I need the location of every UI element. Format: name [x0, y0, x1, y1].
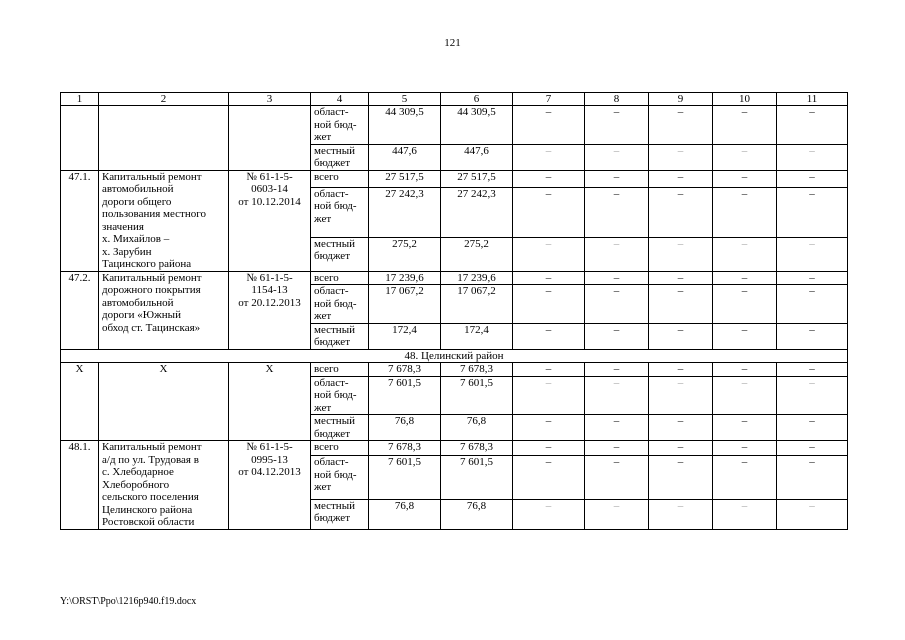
empty-value-dash: – [713, 323, 777, 349]
empty-value-dash: – [585, 323, 649, 349]
empty-value-dash: – [513, 170, 585, 187]
amount-col6: 447,6 [441, 144, 513, 170]
empty-value-dash: – [513, 323, 585, 349]
amount-col6: 7 678,3 [441, 441, 513, 456]
funding-source: местный бюджет [311, 237, 369, 271]
empty-value-dash: – [513, 144, 585, 170]
empty-value-dash: – [777, 456, 848, 500]
amount-col5: 275,2 [369, 237, 441, 271]
column-header: 6 [441, 93, 513, 106]
amount-col6: 17 067,2 [441, 285, 513, 324]
amount-col6: 17 239,6 [441, 271, 513, 285]
amount-col6: 172,4 [441, 323, 513, 349]
empty-value-dash: – [649, 499, 713, 529]
empty-value-dash: – [777, 144, 848, 170]
empty-value-dash: – [777, 237, 848, 271]
item-number: Х [61, 363, 99, 441]
empty-value-dash: – [713, 441, 777, 456]
empty-value-dash: – [513, 441, 585, 456]
empty-value-dash: – [513, 237, 585, 271]
empty-value-dash: – [513, 499, 585, 529]
empty-value-dash: – [513, 106, 585, 145]
empty-value-dash: – [649, 441, 713, 456]
funding-source: местный бюджет [311, 415, 369, 441]
empty-value-dash: – [585, 456, 649, 500]
object-name: Капитальный ремонт а/д по ул. Трудовая в с. Хлебодарное Хлеборобного сельского поселения Целинского района Ростовской области [99, 441, 229, 530]
funding-source: всего [311, 363, 369, 377]
header-row [61, 93, 848, 106]
empty-value-dash: – [777, 170, 848, 187]
item-number: 47.1. [61, 170, 99, 271]
amount-col5: 76,8 [369, 415, 441, 441]
column-header: 11 [777, 93, 848, 106]
funding-source: всего [311, 271, 369, 285]
amount-col5: 76,8 [369, 499, 441, 529]
document-reference [229, 106, 311, 171]
empty-value-dash: – [649, 170, 713, 187]
empty-value-dash: – [585, 285, 649, 324]
object-name: Капитальный ремонт дорожного покрытия автомобильной дороги «Южный обход ст. Тацинская» [99, 271, 229, 349]
empty-value-dash: – [713, 499, 777, 529]
amount-col6: 44 309,5 [441, 106, 513, 145]
empty-value-dash: – [513, 285, 585, 324]
empty-value-dash: – [513, 376, 585, 415]
document-reference: № 61-1-5- 1154-13 от 20.12.2013 [229, 271, 311, 349]
item-number [61, 106, 99, 171]
amount-col5: 17 239,6 [369, 271, 441, 285]
document-reference: № 61-1-5- 0995-13 от 04.12.2013 [229, 441, 311, 530]
empty-value-dash: – [513, 415, 585, 441]
empty-value-dash: – [649, 285, 713, 324]
empty-value-dash: – [585, 441, 649, 456]
empty-value-dash: – [777, 415, 848, 441]
empty-value-dash: – [585, 271, 649, 285]
funding-source: област- ной бюд- жет [311, 106, 369, 145]
empty-value-dash: – [713, 144, 777, 170]
empty-value-dash: – [713, 363, 777, 377]
amount-col5: 7 678,3 [369, 441, 441, 456]
empty-value-dash: – [777, 499, 848, 529]
empty-value-dash: – [585, 363, 649, 377]
empty-value-dash: – [777, 271, 848, 285]
empty-value-dash: – [649, 415, 713, 441]
column-header: 5 [369, 93, 441, 106]
empty-value-dash: – [585, 170, 649, 187]
funding-source: област- ной бюд- жет [311, 285, 369, 324]
empty-value-dash: – [777, 285, 848, 324]
empty-value-dash: – [777, 323, 848, 349]
empty-value-dash: – [649, 106, 713, 145]
empty-value-dash: – [649, 237, 713, 271]
empty-value-dash: – [649, 363, 713, 377]
amount-col5: 17 067,2 [369, 285, 441, 324]
empty-value-dash: – [713, 456, 777, 500]
amount-col6: 27 242,3 [441, 187, 513, 237]
empty-value-dash: – [649, 144, 713, 170]
empty-value-dash: – [513, 271, 585, 285]
amount-col5: 7 678,3 [369, 363, 441, 377]
empty-value-dash: – [777, 187, 848, 237]
section-row [61, 349, 848, 363]
funding-source: област- ной бюд- жет [311, 456, 369, 500]
column-header: 3 [229, 93, 311, 106]
funding-source: всего [311, 441, 369, 456]
table-row [61, 106, 848, 145]
object-name: Капитальный ремонт автомобильной дороги общего пользования местного значения х. Михайлов – х. Зарубин Тацинского района [99, 170, 229, 271]
amount-col6: 76,8 [441, 415, 513, 441]
column-header: 9 [649, 93, 713, 106]
empty-value-dash: – [713, 187, 777, 237]
empty-value-dash: – [649, 376, 713, 415]
column-header: 4 [311, 93, 369, 106]
item-number: 48.1. [61, 441, 99, 530]
file-path-footer: Y:\ORST\Ppo\1216p940.f19.docx [60, 596, 197, 607]
empty-value-dash: – [777, 363, 848, 377]
document-reference: № 61-1-5- 0603-14 от 10.12.2014 [229, 170, 311, 271]
column-header: 1 [61, 93, 99, 106]
empty-value-dash: – [585, 144, 649, 170]
empty-value-dash: – [713, 271, 777, 285]
empty-value-dash: – [649, 456, 713, 500]
amount-col5: 44 309,5 [369, 106, 441, 145]
empty-value-dash: – [585, 237, 649, 271]
empty-value-dash: – [649, 271, 713, 285]
amount-col6: 7 601,5 [441, 456, 513, 500]
empty-value-dash: – [513, 187, 585, 237]
empty-value-dash: – [777, 106, 848, 145]
amount-col5: 27 242,3 [369, 187, 441, 237]
column-header: 8 [585, 93, 649, 106]
amount-col5: 7 601,5 [369, 376, 441, 415]
funding-source: всего [311, 170, 369, 187]
amount-col5: 7 601,5 [369, 456, 441, 500]
amount-col6: 7 601,5 [441, 376, 513, 415]
page-number: 121 [444, 37, 461, 49]
empty-value-dash: – [585, 499, 649, 529]
budget-table [60, 92, 848, 530]
empty-value-dash: – [713, 106, 777, 145]
empty-value-dash: – [713, 376, 777, 415]
empty-value-dash: – [777, 376, 848, 415]
section-title: 48. Целинский район [61, 349, 848, 363]
amount-col5: 27 517,5 [369, 170, 441, 187]
table-row [61, 271, 848, 285]
amount-col6: 275,2 [441, 237, 513, 271]
empty-value-dash: – [513, 363, 585, 377]
table-row [61, 170, 848, 187]
funding-source: местный бюджет [311, 144, 369, 170]
object-name [99, 106, 229, 171]
amount-col6: 27 517,5 [441, 170, 513, 187]
table-row [61, 363, 848, 377]
empty-value-dash: – [713, 415, 777, 441]
amount-col6: 7 678,3 [441, 363, 513, 377]
amount-col5: 447,6 [369, 144, 441, 170]
empty-value-dash: – [777, 441, 848, 456]
empty-value-dash: – [713, 285, 777, 324]
table-row [61, 441, 848, 456]
empty-value-dash: – [713, 237, 777, 271]
empty-value-dash: – [513, 456, 585, 500]
funding-source: местный бюджет [311, 323, 369, 349]
funding-source: област- ной бюд- жет [311, 187, 369, 237]
funding-source: местный бюджет [311, 499, 369, 529]
document-reference: Х [229, 363, 311, 441]
empty-value-dash: – [585, 106, 649, 145]
empty-value-dash: – [713, 170, 777, 187]
amount-col5: 172,4 [369, 323, 441, 349]
empty-value-dash: – [649, 323, 713, 349]
amount-col6: 76,8 [441, 499, 513, 529]
empty-value-dash: – [649, 187, 713, 237]
funding-source: област- ной бюд- жет [311, 376, 369, 415]
empty-value-dash: – [585, 415, 649, 441]
empty-value-dash: – [585, 187, 649, 237]
item-number: 47.2. [61, 271, 99, 349]
column-header: 2 [99, 93, 229, 106]
column-header: 7 [513, 93, 585, 106]
column-header: 10 [713, 93, 777, 106]
object-name: Х [99, 363, 229, 441]
empty-value-dash: – [585, 376, 649, 415]
